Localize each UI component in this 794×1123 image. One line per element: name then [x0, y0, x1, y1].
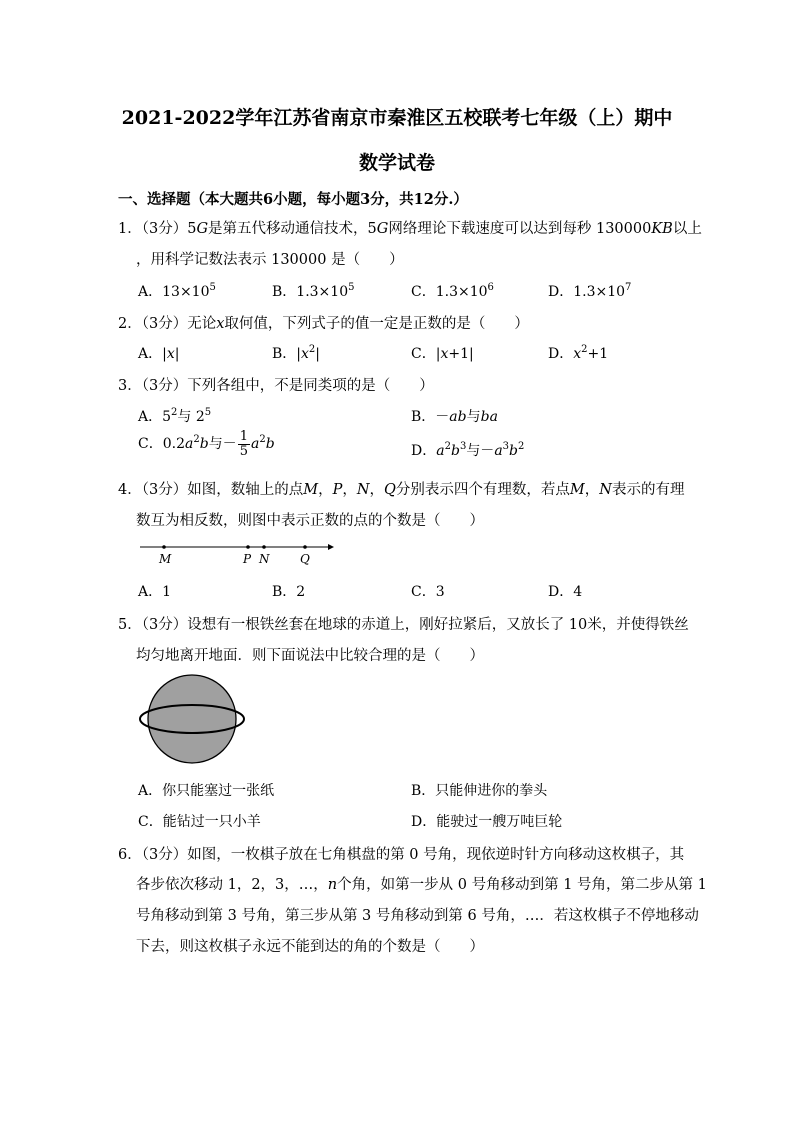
question-5-option-b[interactable]: B．只能伸进你的拳头: [411, 783, 548, 799]
question-2-option-d[interactable]: D．$x^2+1$: [548, 344, 609, 362]
question-3-number: 3．（3分）: [118, 378, 188, 394]
label-m: M: [159, 552, 172, 566]
paper-title-line1: 2021-2022学年江苏省南京市秦淮区五校联考七年级（上）期中: [121, 107, 673, 129]
fraction-one-fifth: $\frac{1}{5}$: [239, 429, 248, 459]
question-3-option-c[interactable]: C．$0.2a^2b$与－ $\frac{1}{5}$ $a^2b$: [138, 429, 275, 459]
question-1-option-d[interactable]: D．$1.3\times 10^7$: [548, 282, 632, 300]
paper-title-line2: 数学试卷: [358, 152, 435, 174]
question-2-line1: 2．（3分）无论x取何值，下列式子的值一定是正数的是（ ）: [118, 316, 529, 332]
question-2-number: 2．（3分）: [118, 316, 188, 332]
section-heading: 一、选择题（本大题共6小题，每小题3分，共12分.）: [118, 191, 468, 208]
point-n: [262, 545, 266, 549]
label-n: N: [259, 552, 270, 566]
question-1-number: 1．（3分）: [118, 221, 188, 237]
number-line-arrow: [328, 544, 334, 550]
question-3-line1: 3．（3分）下列各组中，不是同类项的是（ ）: [118, 378, 434, 394]
question-6-line2: 各步依次移动 1，2，3，…，n个角，如第一步从 0 号角移动到第 1 号角，第二步从第 1: [136, 877, 707, 893]
question-6-line1: 6．（3分）如图，一枚棋子放在七角棋盘的第 0 号角，现依逆时针方向移动这枚棋子，其: [118, 847, 685, 863]
question-4-line2: 数互为相反数，则图中表示正数的点的个数是（ ）: [136, 513, 484, 529]
question-4-option-c[interactable]: C．3: [411, 584, 445, 600]
question-6-line3: 号角移动到第 3 号角，第三步从第 3 号角移动到第 6 号角，…．若这枚棋子不停地移动: [136, 908, 699, 924]
label-p: P: [243, 552, 252, 566]
question-3-option-b[interactable]: B．－ab与ba: [411, 409, 498, 425]
number-line-figure: [138, 538, 338, 568]
point-q: [303, 545, 307, 549]
earth-wire-figure: [136, 672, 252, 768]
question-1-option-b[interactable]: B．$1.3\times 10^5$: [272, 282, 355, 300]
question-1-line2: ，用科学记数法表示 130000 是（ ）: [136, 252, 404, 268]
question-1-line1: 1．（3分）5G是第五代移动通信技术，5G网络理论下载速度可以达到每秒 130000KB以上: [118, 221, 702, 237]
question-1-option-a[interactable]: A．$13\times 10^5$: [138, 282, 216, 300]
question-5-number: 5．（3分）: [118, 617, 188, 633]
question-1-option-c[interactable]: C．$1.3\times 10^6$: [411, 282, 494, 300]
question-5-line2: 均匀地离开地面．则下面说法中比较合理的是（ ）: [136, 648, 484, 664]
question-5-line1: 5．（3分）设想有一根铁丝套在地球的赤道上，刚好拉紧后，又放长了 10米，并使得铁丝: [118, 617, 689, 633]
question-2-option-c[interactable]: C．|x+1|: [411, 346, 474, 362]
question-5-option-d[interactable]: D．能驶过一艘万吨巨轮: [411, 814, 563, 830]
question-4-option-b[interactable]: B．2: [272, 584, 306, 600]
question-4-number: 4．（3分）: [118, 482, 188, 498]
earth-globe: [148, 675, 236, 763]
point-p: [246, 545, 250, 549]
question-4-option-a[interactable]: A．1: [138, 584, 172, 600]
point-m: [162, 545, 166, 549]
question-2-option-a[interactable]: A．|x|: [138, 346, 180, 362]
question-3-option-a[interactable]: A．$5^2$与 $2^5$: [138, 407, 212, 425]
question-4-line1: 4．（3分）如图，数轴上的点M，P，N，Q分别表示四个有理数，若点M，N表示的有理: [118, 482, 685, 498]
question-4-option-d[interactable]: D．4: [548, 584, 583, 600]
question-5-option-c[interactable]: C．能钻过一只小羊: [138, 814, 261, 830]
question-6-number: 6．（3分）: [118, 847, 188, 863]
question-2-option-b[interactable]: B．$|x^2|$: [272, 344, 321, 362]
question-3-option-d[interactable]: D．$a^2b^3$与$-a^3b^2$: [411, 441, 525, 459]
question-6-line4: 下去，则这枚棋子永远不能到达的角的个数是（ ）: [136, 939, 484, 955]
label-q: Q: [300, 552, 310, 566]
question-5-option-a[interactable]: A．你只能塞过一张纸: [138, 783, 275, 799]
